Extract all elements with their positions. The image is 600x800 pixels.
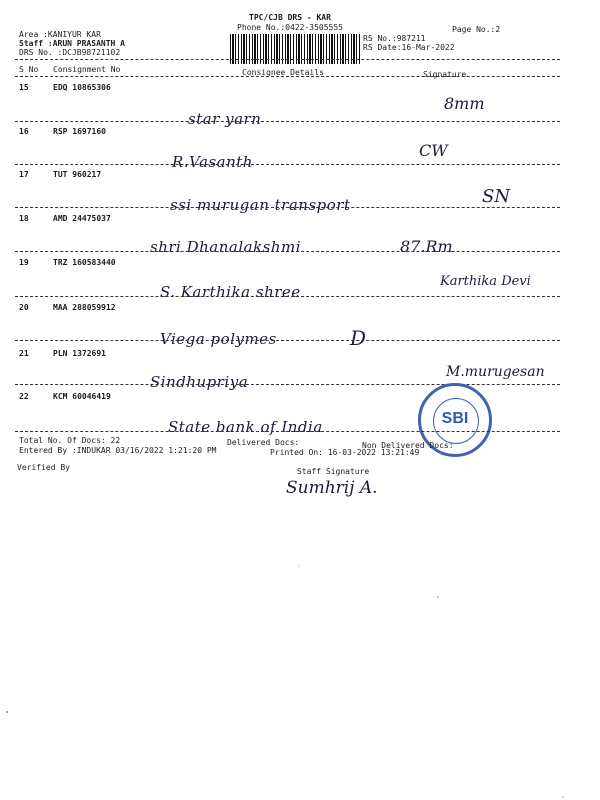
signature: M.murugesan — [446, 364, 545, 380]
row-number: 17 — [19, 170, 29, 179]
delivered-docs: Delivered Docs: — [227, 438, 300, 447]
printed-on: Printed On: 16-03-2022 13:21:49 — [270, 448, 420, 457]
consignment-number: MAA 288059912 — [53, 303, 116, 312]
consignment-number: RSP 1697160 — [53, 127, 106, 136]
consignee-name: Sindhupriya — [150, 373, 249, 391]
rs-date: RS Date:16-Mar-2022 — [363, 43, 455, 52]
stamp-text: SBI — [441, 410, 469, 427]
drs-number: DRS No. :DCJB98721102 — [19, 48, 121, 57]
col-consignee-details: Consignee Details — [242, 68, 324, 77]
signature: D — [350, 326, 367, 350]
consignment-number: EDQ 10865306 — [53, 83, 111, 92]
total-docs: Total No. Of Docs: 22 — [19, 436, 121, 445]
col-consignment: Consignment No — [53, 65, 121, 74]
signature: 87.Rm — [400, 237, 453, 256]
consignee-name: shri Dhanalakshmi — [150, 238, 302, 256]
consignment-number: PLN 1372691 — [53, 349, 106, 358]
consignment-number: AMD 24475037 — [53, 214, 111, 223]
consignee-name: S. Karthika shree — [160, 283, 301, 301]
consignment-number: TUT 960217 — [53, 170, 102, 179]
consignment-number: TRZ 160583440 — [53, 258, 116, 267]
rs-number: RS No.:987211 — [363, 34, 426, 43]
staff-signature-label: Staff Signature — [297, 467, 370, 476]
row-number: 19 — [19, 258, 29, 267]
area-label: Area :KANIYUR KAR — [19, 30, 101, 39]
sheet-title: TPC/CJB DRS - KAR — [249, 13, 331, 22]
consignment-number: KCM 60046419 — [53, 392, 111, 401]
entered-by: Entered By :INDUKAR 03/16/2022 1:21:20 PM — [19, 446, 217, 455]
consignee-name: Viega polymes — [160, 330, 277, 348]
page-number: Page No.:2 — [452, 25, 501, 34]
row-number: 15 — [19, 83, 29, 92]
non-delivered-docs: Non Delivered Docs: — [362, 441, 454, 450]
col-signature: Signature — [423, 70, 467, 79]
row-number: 18 — [19, 214, 29, 223]
consignee-name: R.Vasanth — [172, 153, 253, 171]
verified-by: Verified By — [17, 463, 70, 472]
phone-number: Phone No.:0422-3505555 — [237, 23, 343, 32]
consignee-name: star yarn — [188, 110, 262, 128]
row-number: 22 — [19, 392, 29, 401]
staff-signature: Sumhrij A. — [286, 478, 378, 498]
signature: SN — [482, 186, 511, 207]
col-s-no: S No — [19, 65, 39, 74]
signature: 8mm — [444, 94, 485, 113]
consignee-name: ssi murugan transport — [170, 196, 351, 214]
signature: Karthika Devi — [440, 274, 531, 289]
row-number: 21 — [19, 349, 29, 358]
consignee-name: State bank of India — [168, 418, 323, 436]
row-number: 20 — [19, 303, 29, 312]
signature: CW — [419, 141, 448, 160]
staff-label: Staff :ARUN PRASANTH A — [19, 39, 125, 48]
row-number: 16 — [19, 127, 29, 136]
